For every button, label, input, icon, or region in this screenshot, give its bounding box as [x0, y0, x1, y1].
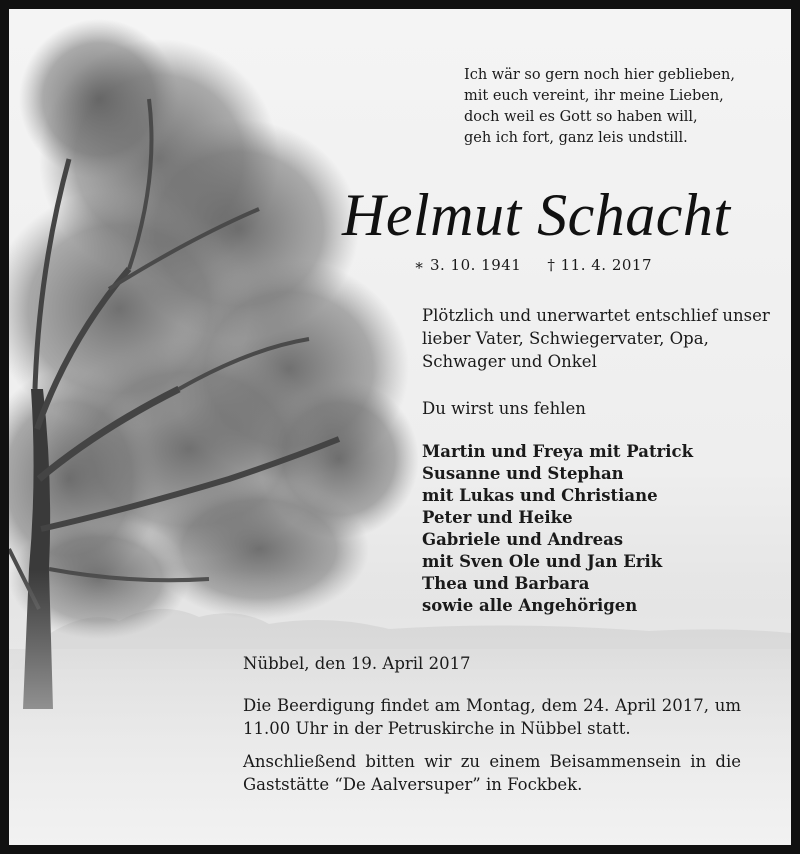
intro-text: Plötzlich und unerwartet entschlief unser lieber Vater, Schwiegervater, Opa, Schwager und Onkel: [422, 306, 770, 371]
mourner-line: Peter und Heike: [422, 508, 573, 527]
mourner-line: Gabriele und Andreas: [422, 530, 624, 549]
poem: [464, 65, 784, 149]
mourner-line: Martin und Freya mit Patrick: [422, 442, 694, 461]
funeral-text: Die Beerdigung findet am Montag, dem 24. April 2017, um 11.00 Uhr in der Petruskirche in Nübbel statt.: [243, 696, 741, 738]
poem-line: doch weil es Gott so haben will,: [464, 109, 698, 125]
poem-line: geh ich fort, ganz leis undstill.: [464, 130, 688, 146]
gathering-text: Anschließend bitten wir zu einem Beisammensein in die Gaststätte “De Aalversuper” in Fockbek.: [243, 752, 741, 794]
mourner-line: sowie alle Angehörigen: [422, 596, 638, 615]
mourner-line: mit Sven Ole und Jan Erik: [422, 552, 663, 571]
mourner-line: Susanne und Stephan: [422, 464, 624, 483]
poem-line: Ich wär so gern noch hier geblieben,: [464, 67, 735, 83]
mourners-list: [422, 441, 693, 617]
death-date: † 11. 4. 2017: [547, 256, 652, 274]
deceased-name: Helmut Schacht: [342, 182, 731, 248]
birth-date: ∗ 3. 10. 1941: [414, 256, 522, 274]
mourner-line: mit Lukas und Christiane: [422, 486, 658, 505]
poem-line: mit euch vereint, ihr meine Lieben,: [464, 88, 724, 104]
place-date: Nübbel, den 19. April 2017: [243, 654, 471, 673]
farewell-text: Du wirst uns fehlen: [422, 399, 586, 418]
life-dates: [414, 256, 652, 274]
mourner-line: Thea und Barbara: [422, 574, 590, 593]
